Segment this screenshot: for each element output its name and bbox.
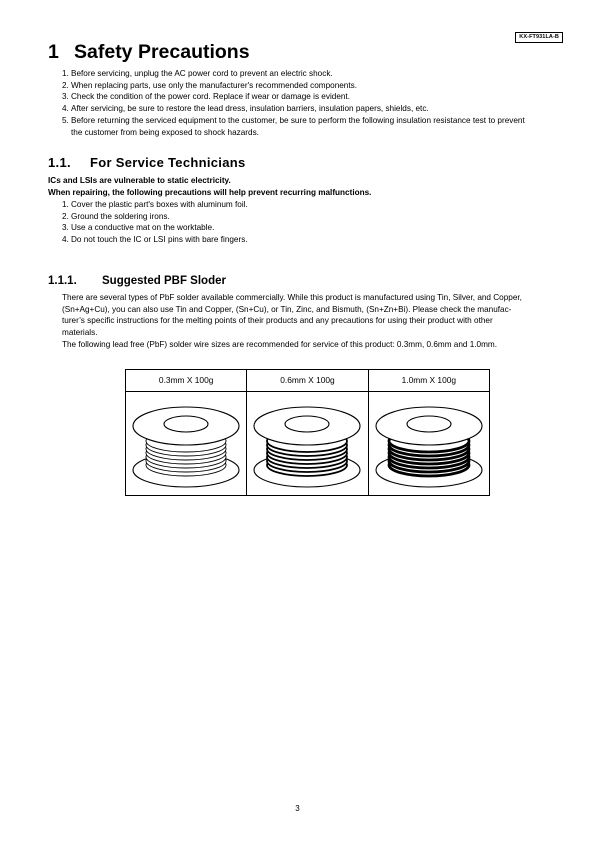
paragraph-line: materials. [62,328,98,338]
section-1-1-1-heading [48,275,226,287]
list-item [62,199,248,211]
list-item [62,222,248,234]
list-item-text: Cover the plastic part's boxes with aluminum foil. [71,200,248,209]
list-item-number: 1. [62,200,69,209]
list-item-number: 5. [62,115,69,125]
list-item-text: Ground the soldering irons. [71,211,170,221]
list-item-text: Before servicing, unplug the AC power cord to prevent an electric shock. [71,69,333,78]
solder-spool-cell [368,392,489,496]
list-item-text: After servicing, be sure to restore the lead dress, insulation barriers, insulation papers, shields, etc. [71,104,429,114]
wire-size-header: 0.6mm X 100g [246,370,367,391]
list-item [62,68,525,80]
list-item [62,211,248,223]
paragraph-line: There are several types of PbF solder available commercially. While this product is manufactured using Tin, Silver, and Copper, [62,293,522,302]
solder-spool-0-3mm-icon [129,398,243,490]
static-warning-text: ICs and LSIs are vulnerable to static electricity. [48,176,231,185]
list-item-text: Use a conductive mat on the worktable. [71,223,215,233]
list-item [62,80,525,92]
repair-precaution-intro: When repairing, the following precautions will help prevent recurring malfunctions. [48,188,372,197]
list-item-number: 3. [62,223,69,233]
list-item-text: Do not touch the IC or LSI pins with bare fingers. [71,235,248,245]
technician-precautions-list [62,199,248,246]
section-1-number: 1 [48,41,59,63]
section-1-1-number: 1.1. [48,155,71,170]
wire-size-header: 1.0mm X 100g [368,370,489,391]
model-number-tag: KX-FT931LA-B [515,32,563,43]
list-item [62,103,525,115]
list-item [62,91,525,103]
solder-spool-cell [126,392,246,496]
section-1-1-1-number: 1.1.1. [48,275,77,287]
list-item [62,234,248,246]
list-item-number: 3. [62,92,69,102]
paragraph-line: The following lead free (PbF) solder wire sizes are recommended for service of this product: 0.3mm, 0.6mm and 1.0mm. [62,339,498,349]
list-item [62,115,525,138]
paragraph-line: (Sn+Ag+Cu), you can also use Tin and Copper, (Sn+Cu), or Tin, Zinc, and Bismuth, (Sn+Zn+Bi). Please check the manufac- [62,304,512,314]
section-1-1-heading [48,155,246,170]
list-item-number: 2. [62,211,69,221]
list-item-number: 4. [62,104,69,114]
pbf-solder-paragraph [62,292,570,351]
list-item-number: 4. [62,235,69,245]
wire-size-header: 0.3mm X 100g [158,375,214,385]
list-item-text: the customer from being exposed to shock hazards. [71,127,259,137]
solder-wire-table-header [126,370,489,392]
solder-spool-cell [246,392,367,496]
paragraph-line: turer’s specific instructions for the melting points of their products and any precautions for using their product with other [62,316,493,326]
list-item-text: Check the condition of the power cord. Replace if wear or damage is evident. [71,92,350,102]
list-item-text: Before returning the serviced equipment to the customer, be sure to perform the following insulation resistance test to prevent [71,115,525,125]
safety-precautions-list [62,68,525,138]
solder-spool-0-6mm-icon [250,398,364,490]
section-1-1-title: For Service Technicians [90,155,246,170]
list-item-number: 2. [62,80,69,90]
list-item-text: When replacing parts, use only the manufacturer's recommended components. [71,80,357,90]
section-1-heading [48,41,250,64]
section-1-title: Safety Precautions [74,41,250,63]
section-1-1-1-title: Suggested PBF Sloder [102,275,226,287]
solder-wire-table [125,369,490,496]
page-number: 3 [295,804,300,813]
solder-spool-1-0mm-icon [372,398,486,490]
list-item-number: 1. [62,69,69,78]
